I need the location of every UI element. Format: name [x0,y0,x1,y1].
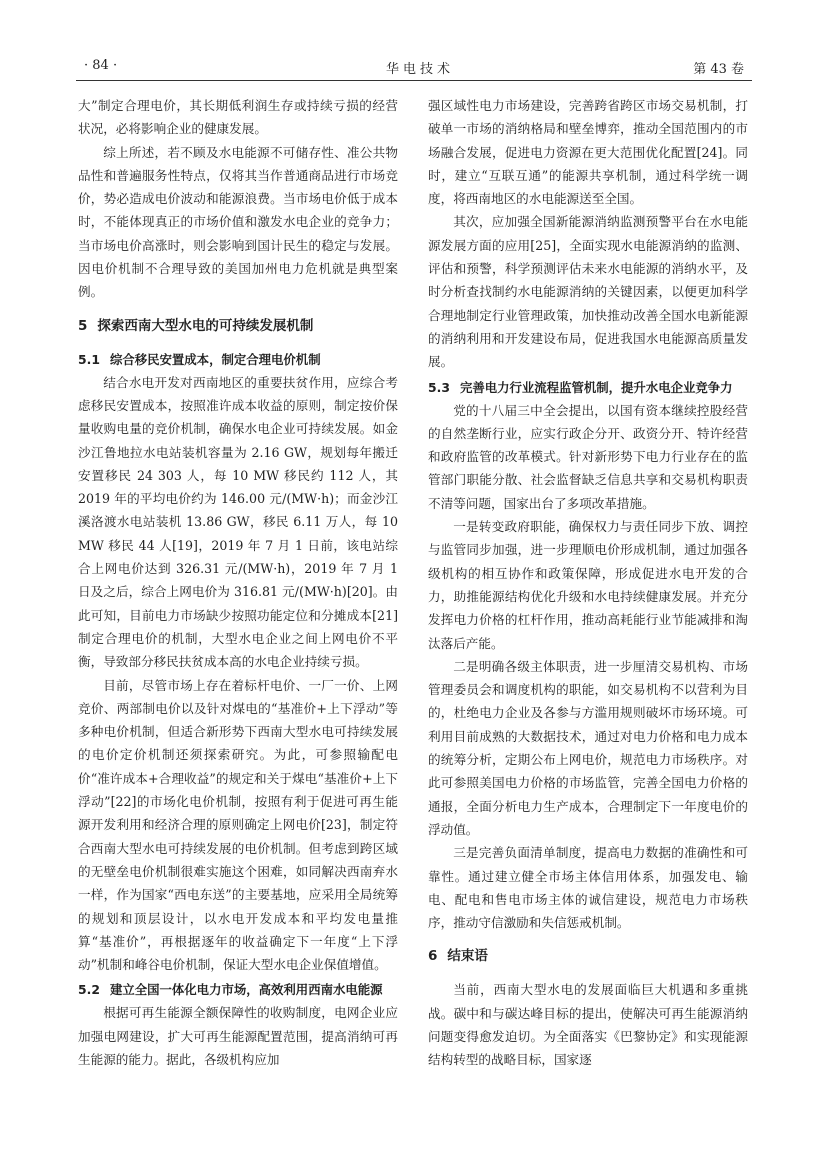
left-column [78,94,398,1144]
subsection-title: 综合移民安置成本，制定合理电价机制 [109,351,321,367]
subsection-heading [78,348,398,371]
paragraph: 根据可再生能源全额保障性的收购制度，电网企业应加强电网建设，扩大可再生能源配置范围，提高消纳可再生能源的能力。据此，各级机构应加 [78,1005,398,1067]
subsection-number: 5.1 [78,351,100,367]
section-heading [428,944,748,968]
volume-label: 第 43 卷 [693,62,744,77]
paragraph: 三是完善负面清单制度，提高电力数据的准确性和可靠性。通过建立健全市场主体信用体系，加强发电、输电、配电和售电市场主体的诚信建设，规范电力市场秩序，推动守信激励和失信惩戒机制。 [428,845,748,931]
section-number: 6 [428,948,438,965]
paragraph: 党的十八届三中全会提出，以国有资本继续控股经营的自然垄断行业，应实行政企分开、政资分开、特许经营和政府监管的改革模式。针对新形势下电力行业存在的监管部门职能分散、社会监督缺乏信息共享和交易机构职责不清等问题，国家出台了多项改革措施。 [428,402,748,511]
paragraph: 强区域性电力市场建设，完善跨省跨区市场交易机制，打破单一市场的消纳格局和壁垒博弈，推动全国范围内的市场融合发展，促进电力资源在更大范围优化配置[24]。同时，建立“互联互通”的能源共享机制，通过科学统一调度，将西南地区的水电能源送至全国。 [428,98,748,207]
paragraph: 目前，尽管市场上存在着标杆电价、一厂一价、上网竞价、两部制电价以及针对煤电的“基准价+上下浮动”等多种电价机制，但适合新形势下西南大型水电可持续发展的电价定价机制还须探索研究。为此，可参照输配电价“准许成本+合理收益”的规定和关于煤电“基准价+上下浮动”[22]的市场化电价机制，按照有利于促进可再生能源开发利用和经济合理的原则确定上网电价[23]，制定符合西南大型水电可持续发展的电价机制。但考虑到跨区域的无壁垒电价机制很难实施这个困难，如同解决西南弃水一样，作为国家“西电东送”的主要基地，应采用全局统筹的规划和顶层设计，以水电开发成本和平均发电量推算“基准价”，再根据逐年的收益确定下一年度“上下浮动”机制和峰谷电价机制，保证大型水电企业保值增值。 [78,677,398,973]
subsection-number: 5.2 [78,982,100,998]
journal-name: 华电技术 [386,62,455,77]
section-heading [78,314,398,338]
subsection-heading [78,978,398,1001]
paragraph: 二是明确各级主体职责，进一步厘清交易机构、市场管理委员会和调度机构的职能，如交易机构不以营利为目的，杜绝电力企业及各参与方滥用规则破坏市场环境。可利用目前成熟的大数据技术，通过对电力价格和电力成本的统筹分析，定期公布上网电价，规范电力市场秩序。对此可参照美国电力价格的市场监管，完善全国电力价格的通报，全面分析电力生产成本，合理制定下一年度电价的浮动值。 [428,658,748,837]
paragraph: 综上所述，若不顾及水电能源不可储存性、准公共物品性和普遍服务性特点，仅将其当作普通商品进行市场竞价，势必造成电价波动和能源浪费。当市场电价低于成本时，不能体现真正的市场价值和激发水电企业的竞争力；当市场电价高涨时，则会影响到国计民生的稳定与发展。因电价机制不合理导致的美国加州电力危机就是典型案例。 [78,144,398,300]
section-title: 探索西南大型水电的可持续发展机制 [97,317,314,334]
running-header [76,54,752,81]
page-number: · 84 · [84,58,118,73]
subsection-number: 5.3 [428,379,450,395]
subsection-title: 完善电力行业流程监管机制，提升水电企业竞争力 [459,379,733,395]
paragraph: 当前，西南大型水电的发展面临巨大机遇和多重挑战。碳中和与碳达峰目标的提出，使解决可再生能源消纳问题变得愈发迫切。为全面落实《巴黎协定》和实现能源结构转型的战略目标，国家逐 [428,982,748,1068]
section-title: 结束语 [447,948,488,965]
subsection-heading [428,376,748,399]
paragraph: 大”制定合理电价，其长期低利润生存或持续亏损的经营状况，必将影响企业的健康发展。 [78,98,398,137]
paragraph: 结合水电开发对西南地区的重要扶贫作用，应综合考虑移民安置成本，按照准许成本收益的原则，制定按价保量收购电量的竞价机制，确保水电企业可持续发展。如金沙江鲁地拉水电站装机容量为 2.16 GW，规划每年搬迁安置移民 24 303 人，每 10 MW 移民约 112 人，其 2019 年的平均电价约为 146.00 元/(MW·h)；而金沙江溪洛渡水电站装机 13.86 GW，移民 6.11 万人，每 10 MW 移民 44 人[19]，2019 年 7 月 1 日前，该电站综合上网电价达到 326.31 元/(MW·h)，2019 年 7 月 1 日及之后，综合上网电价为 316.81 元/(MW·h)[20]。由此可知，目前电力市场缺少按照功能定位和分摊成本[21]制定合理电价的机制，大型水电企业之间上网电价不平衡，导致部分移民扶贫成本高的水电企业持续亏损。 [78,374,398,670]
section-number: 5 [78,317,88,334]
paragraph: 其次，应加强全国新能源消纳监测预警平台在水电能源发展方面的应用[25]，全面实现水电能源消纳的监测、评估和预警，科学预测评估未来水电能源的消纳水平，及时分析查找制约水电能源消纳的关键因素，以便更加科学合理地制定行业管理政策，加快推动改善全国水电新能源的消纳利用和开发建设布局，促进我国水电能源高质量发展。 [428,214,748,370]
subsection-title: 建立全国一体化电力市场，高效利用西南水电能源 [109,982,383,998]
right-column [428,94,748,1144]
paragraph: 一是转变政府职能，确保权力与责任同步下放、调控与监管同步加强，进一步理顺电价形成机制，通过加强各级机构的相互协作和政策保障，形成促进水电开发的合力，助推能源结构优化升级和水电持续健康发展。并充分发挥电力价格的杠杆作用，推动高耗能行业节能减排和淘汰落后产能。 [428,519,748,651]
